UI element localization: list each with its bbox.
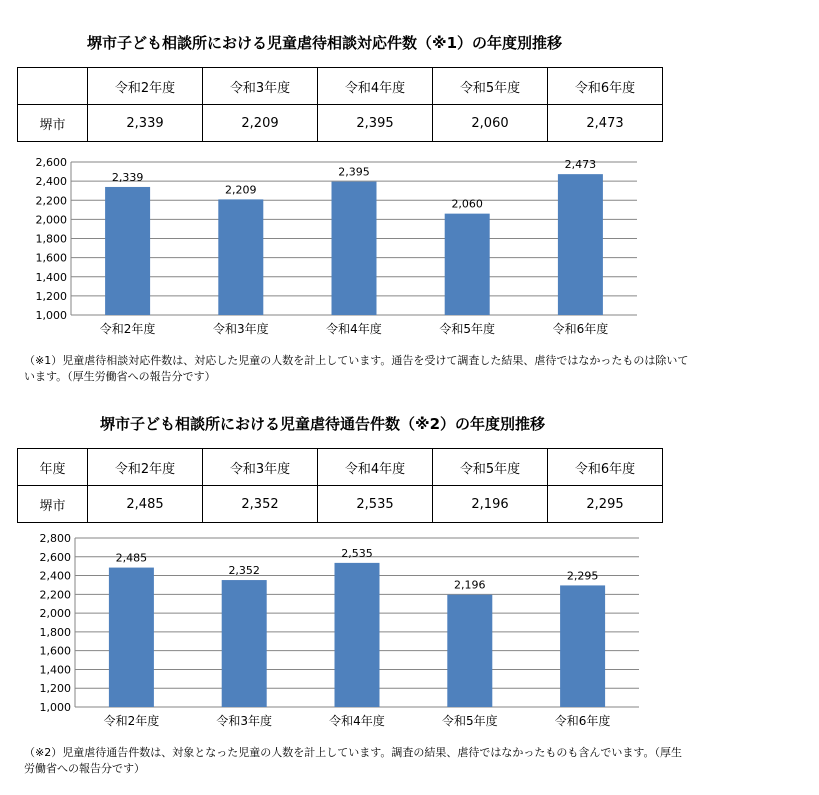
bar: [335, 563, 380, 707]
x-tick-label: 令和5年度: [441, 714, 498, 728]
x-tick-label: 令和6年度: [554, 714, 611, 728]
table-header-year: 令和6年度: [548, 68, 663, 105]
table-header-year: 令和5年度: [433, 449, 548, 486]
bar: [222, 580, 267, 707]
table-row: [18, 486, 663, 523]
x-tick-label: 令和2年度: [99, 322, 156, 336]
x-tick-label: 令和3年度: [216, 714, 273, 728]
y-tick-label: 1,200: [35, 289, 67, 303]
table-header-row: [18, 449, 663, 486]
chart-1-title: 堺市子ども相談所における児童虐待相談対応件数（※1）の年度別推移: [87, 34, 563, 52]
data-label: 2,352: [228, 564, 260, 578]
data-table-2: [17, 448, 663, 523]
x-tick-label: 令和6年度: [552, 322, 609, 336]
y-tick-label: 1,800: [39, 625, 71, 639]
y-tick-label: 2,200: [35, 194, 67, 208]
data-label: 2,209: [225, 183, 257, 197]
bar: [109, 568, 154, 707]
y-tick-label: 1,000: [35, 309, 67, 322]
y-tick-label: 2,400: [35, 175, 67, 189]
y-tick-label: 1,600: [39, 644, 71, 658]
y-tick-label: 1,600: [35, 251, 67, 265]
chart-2-title: 堺市子ども相談所における児童虐待通告件数（※2）の年度別推移: [100, 415, 546, 433]
table-cell: 2,196: [433, 486, 548, 523]
table-cell: 2,485: [88, 486, 203, 523]
y-tick-label: 1,000: [39, 701, 71, 714]
y-tick-label: 2,000: [35, 213, 67, 227]
y-tick-label: 1,200: [39, 682, 71, 696]
data-label: 2,295: [566, 569, 599, 583]
table-cell: 2,473: [548, 105, 663, 142]
table-cell: 2,352: [203, 486, 318, 523]
y-tick-label: 2,800: [39, 532, 71, 545]
table-header-year: 令和5年度: [433, 68, 548, 105]
bar: [447, 595, 492, 707]
bar: [558, 174, 603, 315]
bar: [560, 585, 605, 707]
data-label: 2,196: [454, 578, 486, 592]
table-row-label: 堺市: [18, 486, 88, 523]
table-cell: 2,339: [88, 105, 203, 142]
table-cell: 2,295: [548, 486, 663, 523]
y-tick-label: 1,400: [35, 270, 67, 284]
bar: [105, 187, 150, 315]
table-cell: 2,395: [318, 105, 433, 142]
table-header-year: 令和2年度: [88, 68, 203, 105]
y-tick-label: 2,200: [39, 588, 71, 602]
table-row: [18, 105, 663, 142]
y-tick-label: 2,600: [39, 550, 71, 564]
table-header-label: 年度: [18, 449, 88, 486]
table-cell: 2,060: [433, 105, 548, 142]
bar: [332, 182, 377, 315]
x-tick-label: 令和4年度: [326, 322, 382, 336]
bar-chart-2: [0, 530, 660, 740]
y-tick-label: 1,800: [35, 232, 67, 246]
table-header-year: 令和2年度: [88, 449, 203, 486]
table-row-label: 堺市: [18, 105, 88, 142]
table-cell: 2,535: [318, 486, 433, 523]
table-header-year: 令和6年度: [548, 449, 663, 486]
footnote-1: （※1）児童虐待相談対応件数は、対応した児童の人数を計上しています。通告を受けて調査した結果、虐待ではなかったものは除いています。（厚生労働省への報告分です）: [24, 354, 689, 383]
table-header-year: 令和4年度: [318, 68, 433, 105]
footnote-2: （※2）児童虐待通告件数は、対象となった児童の人数を計上しています。調査の結果、虐待ではなかったものも含んでいます。（厚生労働省への報告分です）: [24, 746, 682, 775]
data-label: 2,395: [338, 165, 370, 179]
y-tick-label: 2,400: [39, 569, 71, 583]
table-header-row: [18, 68, 663, 105]
table-cell: 2,209: [203, 105, 318, 142]
bar: [445, 214, 490, 315]
table-header-year: 令和3年度: [203, 68, 318, 105]
data-label: 2,060: [451, 197, 483, 211]
y-tick-label: 2,000: [39, 607, 71, 621]
x-tick-label: 令和4年度: [329, 714, 385, 728]
table-header-label: [18, 68, 88, 105]
bar-chart-1: [0, 150, 660, 350]
y-tick-label: 1,400: [39, 663, 71, 677]
table-header-year: 令和4年度: [318, 449, 433, 486]
bar: [218, 199, 263, 315]
x-tick-label: 令和3年度: [212, 322, 269, 336]
data-label: 2,473: [564, 158, 597, 172]
data-table-1: [17, 67, 663, 142]
x-tick-label: 令和5年度: [439, 322, 496, 336]
x-tick-label: 令和2年度: [103, 714, 160, 728]
data-label: 2,485: [115, 551, 148, 565]
data-label: 2,339: [111, 170, 144, 184]
data-label: 2,535: [341, 546, 373, 560]
table-header-year: 令和3年度: [203, 449, 318, 486]
y-tick-label: 2,600: [35, 156, 67, 169]
